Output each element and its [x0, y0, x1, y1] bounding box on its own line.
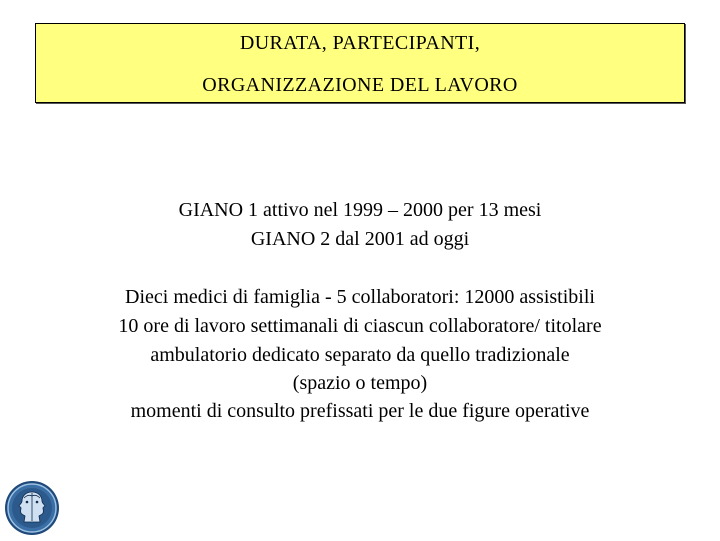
- detail-line-3: ambulatorio dedicato separato da quello tradizionale: [150, 344, 570, 366]
- title-box: [35, 23, 685, 103]
- intro-line-2: GIANO 2 dal 2001 ad oggi: [250, 228, 470, 250]
- detail-line-2: 10 ore di lavoro settimanali di ciascun collaboratore/ titolare: [118, 315, 602, 337]
- janus-head-icon: [4, 480, 60, 536]
- intro-line-1: GIANO 1 attivo nel 1999 – 2000 per 13 mesi: [178, 199, 542, 221]
- title-line-2: ORGANIZZAZIONE DEL LAVORO: [202, 74, 518, 96]
- detail-line-4: (spazio o tempo): [292, 372, 428, 394]
- detail-line-5: momenti di consulto prefissati per le due figure operative: [130, 400, 590, 422]
- detail-line-1: Dieci medici di famiglia - 5 collaboratori: 12000 assistibili: [125, 286, 595, 308]
- title-line-1: DURATA, PARTECIPANTI,: [239, 32, 481, 54]
